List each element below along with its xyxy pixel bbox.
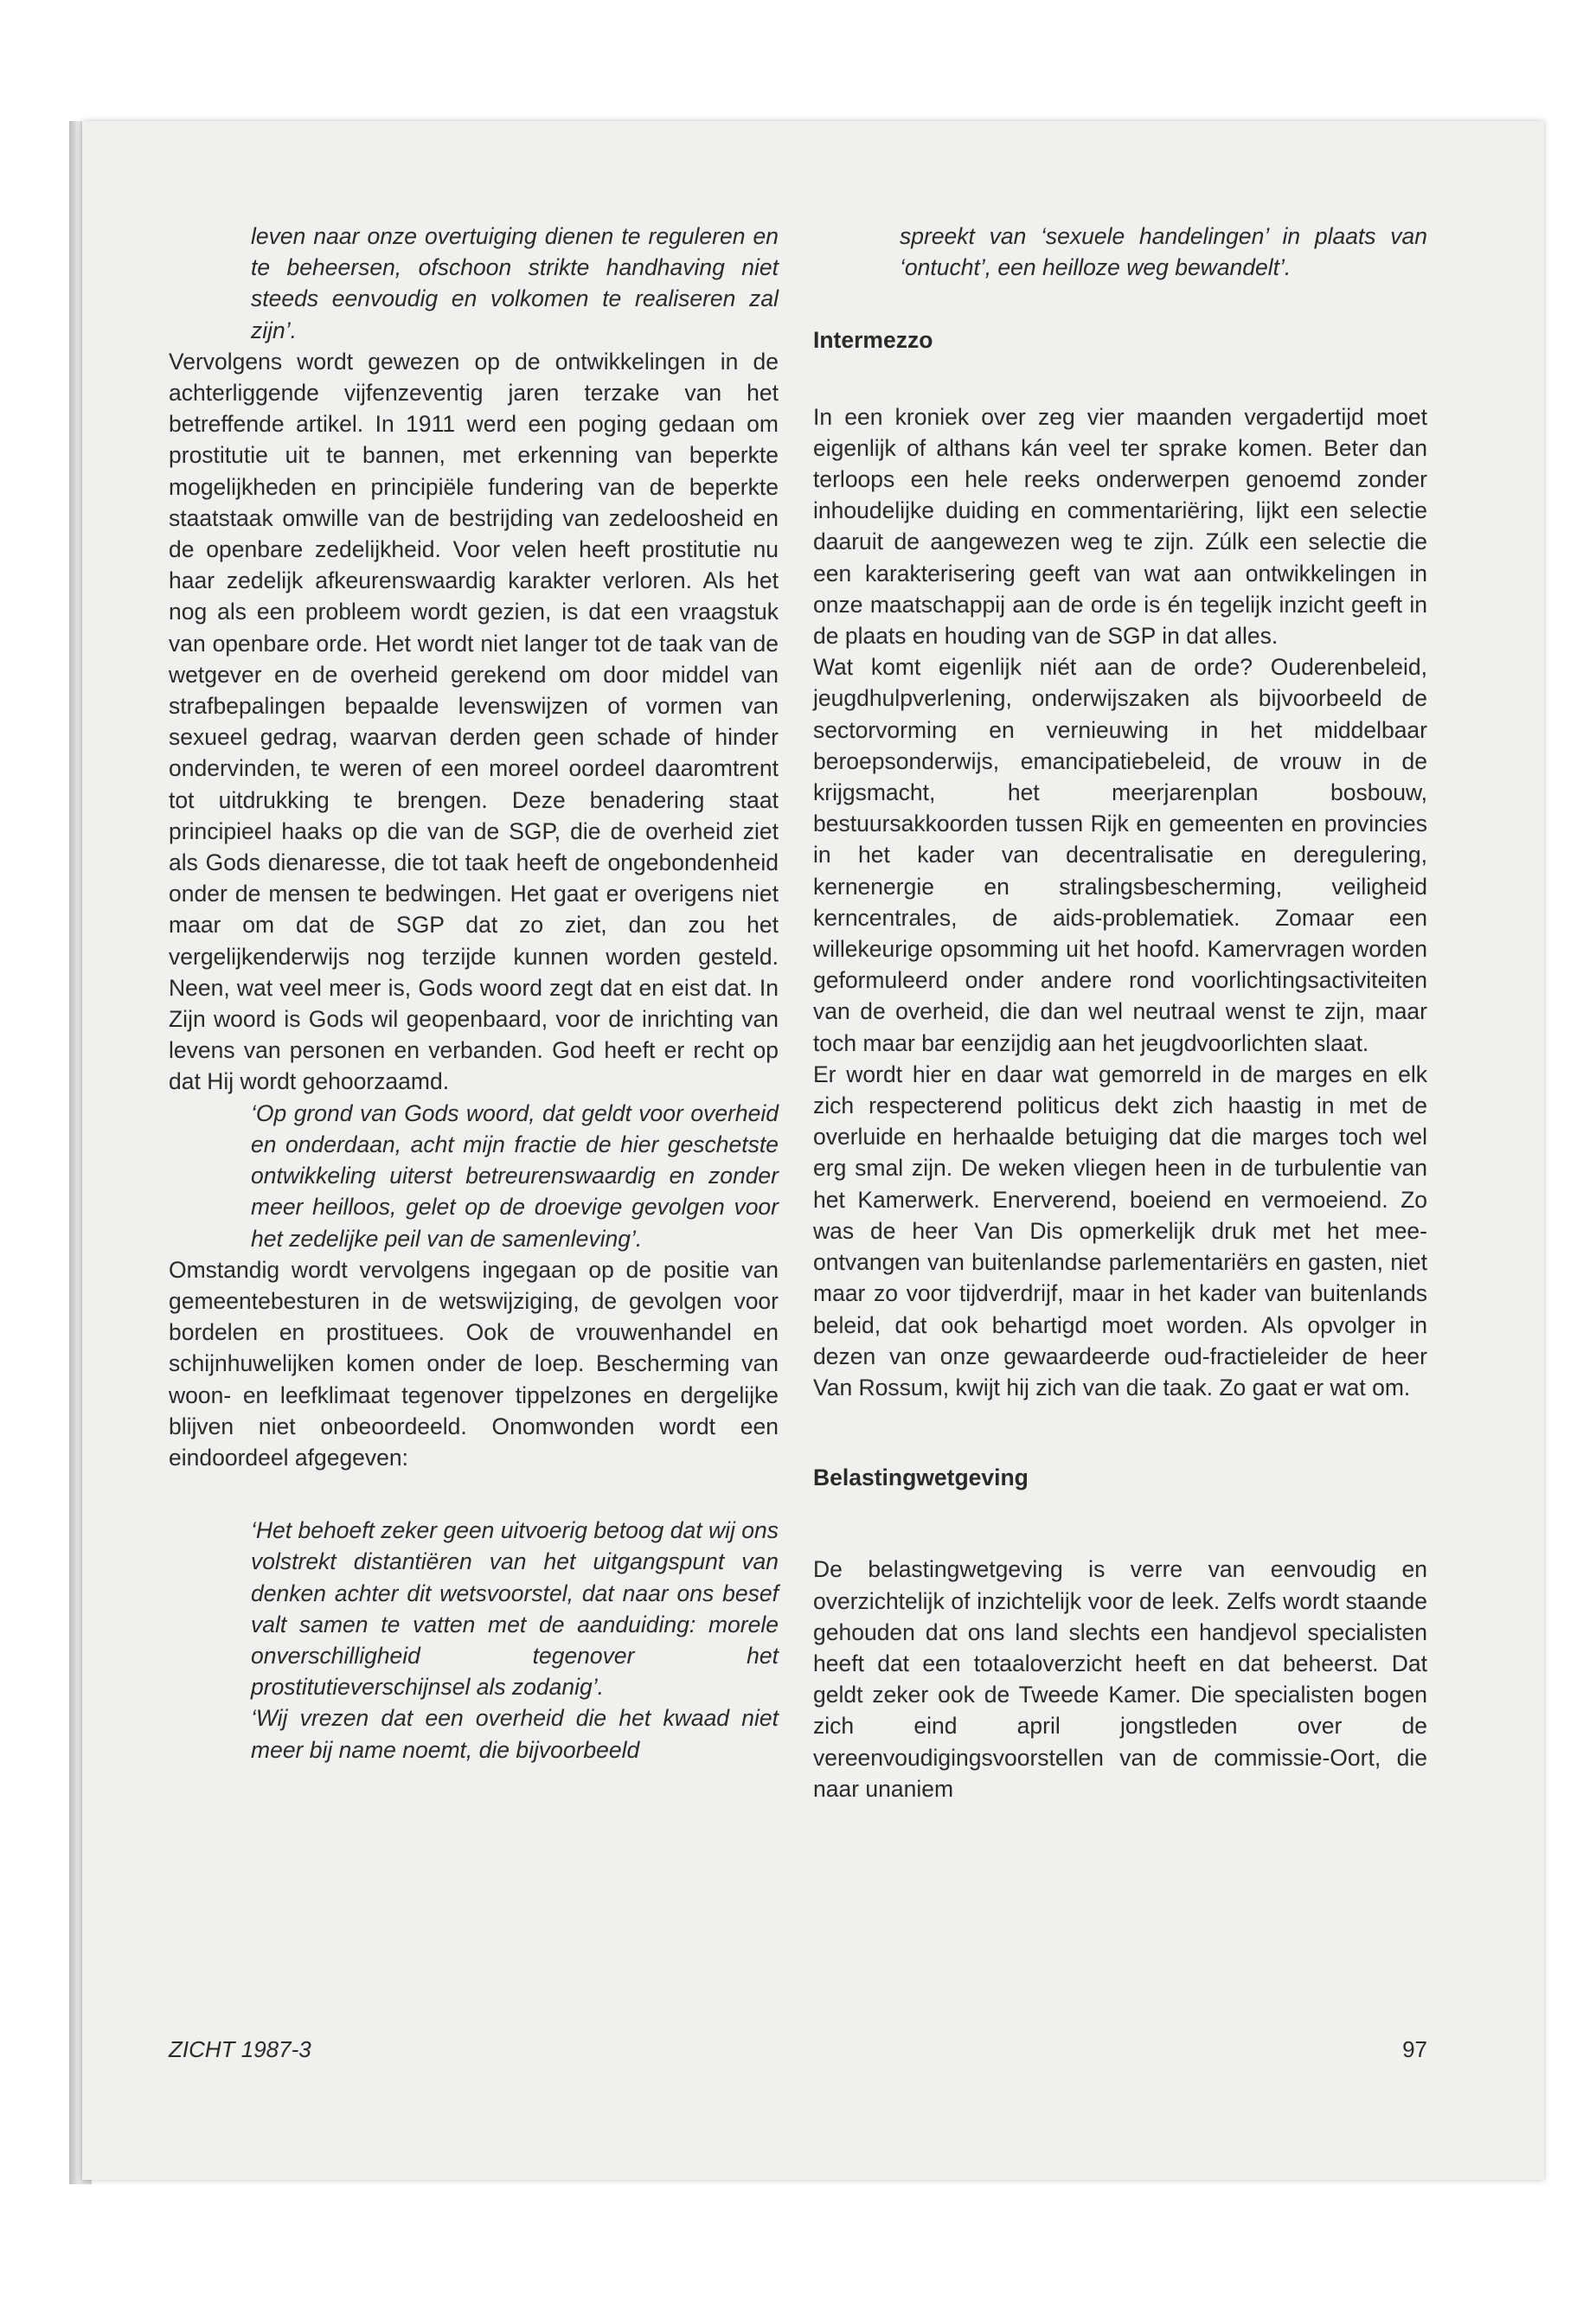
page-number: 97 [1402,2036,1427,2062]
quote-text: ‘Wij vrezen dat een overheid die het kwaad niet meer bij name noemt, die bijvoorbeeld [251,1705,779,1763]
quote-text: ‘Op grond van Gods woord, dat geldt voor overheid en onderdaan, acht mijn fractie de hier geschetste ontwikkeling uiterst betreurenswaardig en zonder meer heilloos, gelet op de droevige gevolgen voor het zedelijke peil van de samenleving’. [251,1099,779,1252]
quote-text: ‘Het behoeft zeker geen uitvoerig betoog dat wij ons volstrekt distantiëren van het uitgangspunt van denken achter dit wetsvoorstel, dat naar ons besef valt samen te vatten met de aanduiding: morele onverschilligheid tegenover het prostitutieverschijnsel als zodanig’. [251,1517,779,1701]
body-paragraph: Vervolgens wordt gewezen op de ontwikkelingen in de achterliggende vijfenzeventig jaren terzake van het betreffende artikel. In 1911 werd een poging gedaan om prostitutie uit te bannen, met erkenning van beperkte mogelijkheden en principiële fundering van de beperkte staatstaak omwille van de bestrijding van zedeloosheid en de openbare zedelijkheid. Voor velen heeft prostitutie nu haar zedelijk afkeurenswaardig karakter verloren. Als het nog als een probleem wordt gezien, is dat een vraagstuk van openbare orde. Het wordt niet langer tot de taak van de wetgever en de overheid gerekend om door middel van strafbepalingen bepaalde levenswijzen of vormen van sexueel gedrag, waarvan derden geen schade of hinder ondervinden, te weren of een moreel oordeel daaromtrent tot uitdrukking te brengen. Deze benadering staat principieel haaks op die van de SGP, die de overheid ziet als Gods dienaresse, die tot taak heeft de ongebondenheid onder de mensen te bedwingen. Het gaat er overigens niet maar om dat de SGP dat zo ziet, dan zou het vergelijkenderwijs nog terzijde kunnen worden gesteld. Neen, wat veel meer is, Gods woord zegt dat en eist dat. In Zijn woord is Gods wil geopenbaard, voor de inrichting van levens van personen en verbanden. God heeft er recht op dat Hij wordt gehoorzaamd. [169,348,779,1095]
quote-text: leven naar onze overtuiging dienen te reguleren en te beheersen, ofschoon strikte handhaving niet steeds eenvoudig en volkomen te realiseren zal zijn’. [251,223,779,343]
body-paragraph: In een kroniek over zeg vier maanden vergadertijd moet eigenlijk of althans kán veel ter sprake komen. Beter dan terloops een hele reeks onderwerpen genoemd zonder inhoudelijke duiding en commentariëring, lijkt een selectie daaruit de aangewezen weg te zijn. Zúlk een selectie die een karakterisering geeft van wat aan ontwikkelingen in onze maatschappij aan de orde is én tegelijk inzicht geeft in de plaats en houding van de SGP in dat alles. [813,403,1427,650]
body-paragraph: Wat komt eigenlijk niét aan de orde? Ouderenbeleid, jeugdhulpverlening, onderwijszaken als bijvoorbeeld de sectorvorming en vernieuwing in het middelbaar beroepsonderwijs, emancipatiebeleid, de vrouw in de krijgsmacht, het meerjarenplan bosbouw, bestuursakkoorden tussen Rijk en gemeenten en provincies in het kader van decentralisatie en deregulering, kernenergie en stralingsbescherming, veiligheid kerncentrales, de aids-problematiek. Zomaar een willekeurige opsomming uit het hoofd. Kamervragen worden geformuleerd onder andere rond voorlichtingsactiviteiten van de overheid, die dan wel neutraal wenst te zijn, maar toch maar bar eenzijdig aan het jeugdvoorlichten slaat. [813,654,1427,1056]
journal-footer: ZICHT 1987-3 [169,2036,311,2062]
body-paragraph: Er wordt hier en daar wat gemorreld in de marges en elk zich respecterend politicus dekt zich haastig in met de overluide en herhaalde betuiging dat die marges toch wel erg smal zijn. De weken vliegen heen in de turbulentie van het Kamerwerk. Enerverend, boeiend en vermoeiend. Zo was de heer Van Dis opmerkelijk druk met het mee-ontvangen van buitenlandse parlementariërs en gasten, niet maar zo voor tijdverdrijf, maar in het kader van buitenlands beleid, dat ook behartigd moet worden. Als opvolger in dezen van onze gewaardeerde oud-fractieleider de heer Van Rossum, kwijt hij zich van die taak. Zo gaat er wat om. [813,1061,1427,1400]
left-column [169,221,779,1766]
body-paragraph: Omstandig wordt vervolgens ingegaan op de positie van gemeentebesturen in de wetswijziging, de gevolgen voor bordelen en prostituees. Ook de vrouwenhandel en schijnhuwelijken komen onder de loep. Bescherming van woon- en leefklimaat tegenover tippelzones en dergelijke blijven niet onbeoordeeld. Onomwonden wordt een eindoordeel afgegeven: [169,1256,779,1471]
right-column [813,221,1427,1804]
body-paragraph: De belastingwetgeving is verre van eenvoudig en overzichtelijk of inzichtelijk voor de leek. Zelfs wordt staande gehouden dat ons land slechts een handjevol specialisten heeft dat een totaaloverzicht heeft en dat beheerst. Dat geldt zeker ook de Tweede Kamer. Die specialisten bogen zich eind april jongstleden over de vereenvoudigingsvoorstellen van de commissie-Oort, die naar unaniem [813,1556,1427,1802]
quote-text: spreekt van ‘sexuele handelingen’ in plaats van ‘ontucht’, een heilloze weg bewandelt’. [900,223,1427,281]
section-heading: Belastingwetgeving [813,1465,1029,1491]
section-heading: Intermezzo [813,327,933,354]
